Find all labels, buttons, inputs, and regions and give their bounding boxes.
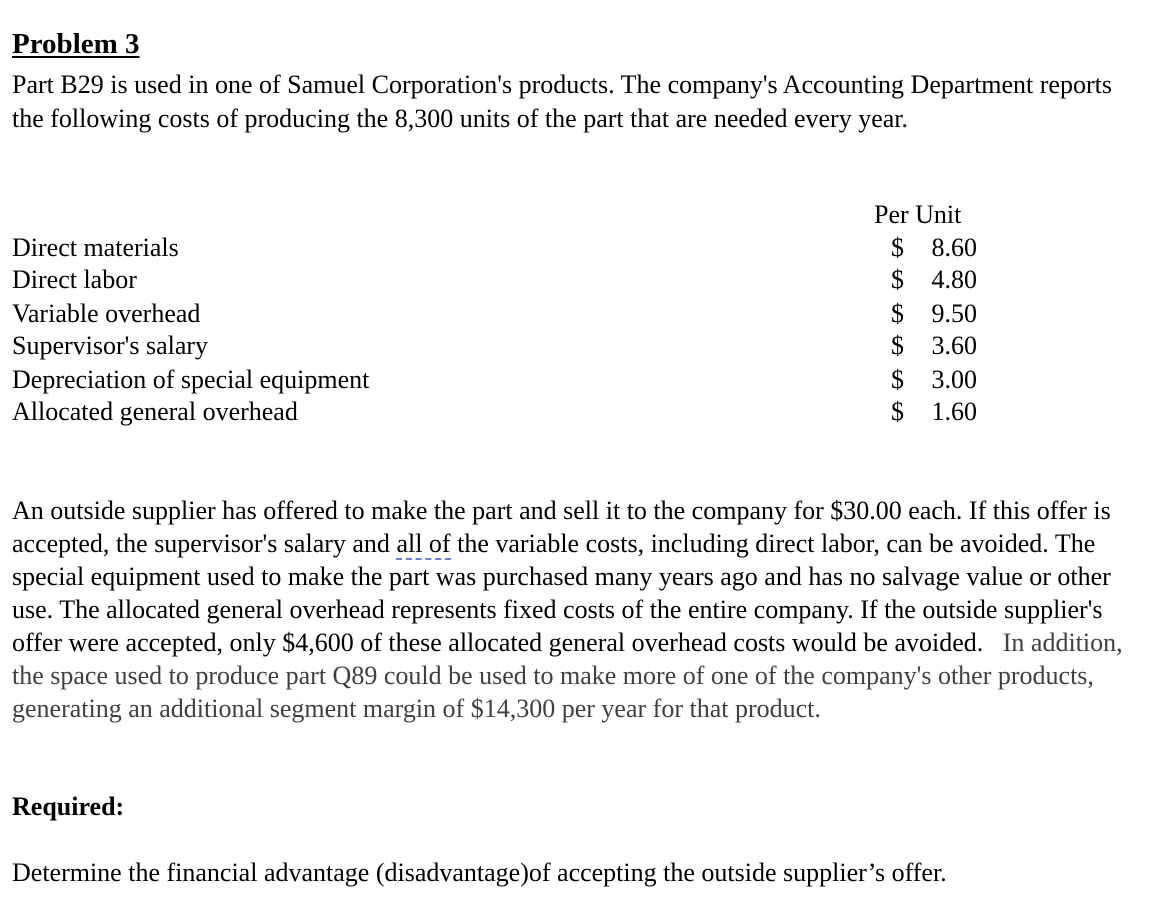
row-label: Supervisor's salary bbox=[12, 331, 209, 360]
row-label: Depreciation of special equipment bbox=[12, 365, 370, 394]
required-heading: Required: bbox=[12, 792, 125, 821]
table-row bbox=[12, 265, 1012, 297]
emphasis-text: all of bbox=[396, 529, 451, 558]
row-label: Allocated general overhead bbox=[12, 397, 298, 426]
dollar-sign: $ bbox=[891, 299, 904, 328]
table-row bbox=[12, 299, 1012, 331]
row-label: Direct labor bbox=[12, 265, 137, 294]
row-label: Variable overhead bbox=[12, 299, 201, 328]
per-unit-header: Per Unit bbox=[874, 200, 962, 229]
paragraph-text: An outside supplier has offered to make the part and sell it to the company for $30.00 each. If this offer is accepted, the supervisor's salary and bbox=[12, 496, 1111, 558]
row-value: 3.60 bbox=[931, 331, 977, 360]
dollar-sign: $ bbox=[891, 397, 904, 426]
dollar-sign: $ bbox=[891, 233, 904, 262]
paragraph-text: the variable costs, including direct labor, can be avoided. The special equipment used to make the part was purchased many years ago and has no salvage value or other use. The allocated general overhead represents fixed costs of the entire company. If the outside supplier's offer were accepted, only $4,600 of these allocated general overhead costs would be avoided. bbox=[12, 529, 1111, 657]
question-text: Determine the financial advantage (disadvantage)of accepting the outside supplier’s offer. bbox=[12, 858, 947, 887]
dollar-sign: $ bbox=[891, 365, 904, 394]
intro-paragraph: Part B29 is used in one of Samuel Corporation's products. The company's Accounting Department reports the following costs of producing the 8,300 units of the part that are needed every year. bbox=[12, 70, 1112, 133]
table-row bbox=[12, 365, 1012, 397]
row-value: 8.60 bbox=[931, 233, 977, 262]
row-value: 3.00 bbox=[931, 365, 977, 394]
additional-info-text: In addition, the space used to produce part Q89 could be used to make more of one of the company's other products, generating an additional segment margin of $14,300 per year for that product. bbox=[12, 628, 1123, 723]
supplier-offer-paragraph bbox=[12, 494, 1137, 725]
table-row bbox=[12, 331, 1012, 363]
dollar-sign: $ bbox=[891, 265, 904, 294]
table-row bbox=[12, 233, 1012, 265]
row-value: 4.80 bbox=[931, 265, 977, 294]
row-value: 1.60 bbox=[931, 397, 977, 426]
table-row bbox=[12, 397, 1012, 429]
problem-title: Problem 3 bbox=[12, 28, 140, 60]
row-value: 9.50 bbox=[931, 299, 977, 328]
row-label: Direct materials bbox=[12, 233, 179, 262]
dollar-sign: $ bbox=[891, 331, 904, 360]
